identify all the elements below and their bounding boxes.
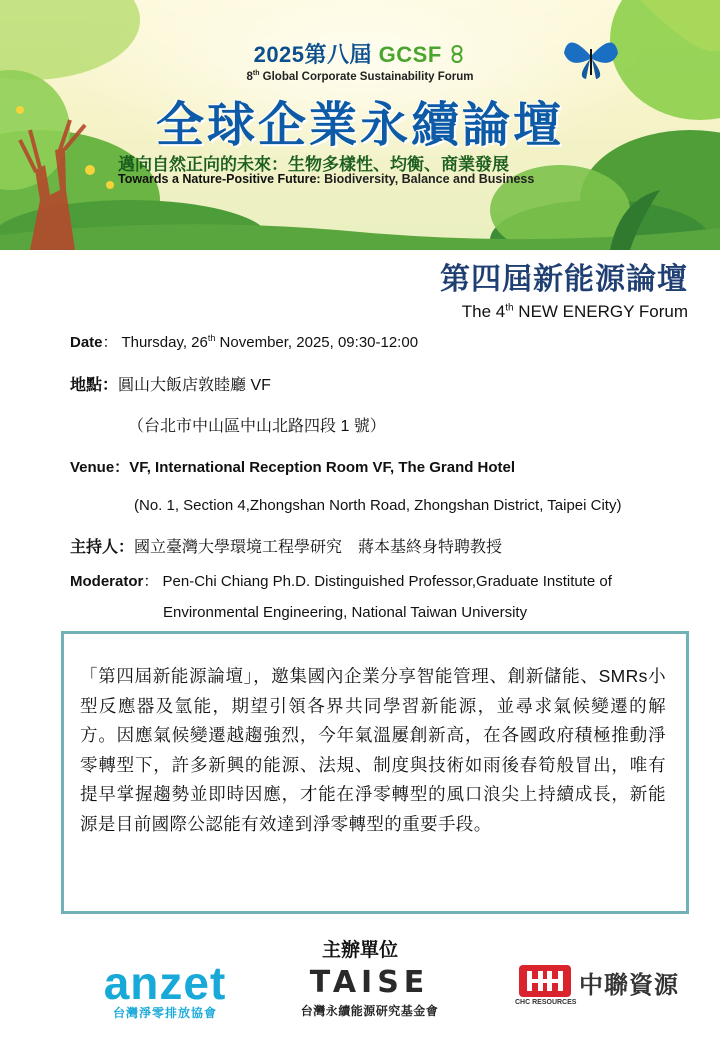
- gcsf-logo-text: GCSF: [378, 42, 442, 67]
- banner-subtitle-en: Towards a Nature-Positive Future: Biodiversity, Balance and Business: [118, 172, 535, 186]
- chc-logo-english: CHC RESOURCES: [515, 999, 577, 1006]
- banner-edition-line: [0, 38, 720, 69]
- anzet-logo-word: anzet: [103, 957, 227, 1009]
- chc-logo: [515, 963, 695, 1013]
- description-box: [61, 631, 689, 914]
- host-line: [70, 534, 502, 557]
- taise-logo: [282, 965, 457, 1020]
- forum-title-zh: 第四屆新能源論壇: [440, 263, 688, 296]
- venue-address: (No. 1, Section 4,Zhongshan North Road, Zhongshan District, Taipei City): [134, 497, 622, 514]
- forum-banner: [0, 0, 720, 250]
- chc-logo-name: 中聯資源: [579, 972, 679, 999]
- banner-title: 全球企業永續論壇: [155, 97, 564, 153]
- venue-line: [70, 456, 515, 477]
- banner-year-edition: 2025第八屆: [253, 42, 373, 67]
- host-value: 國立臺灣大學環境工程學研究 蔣本基終身特聘教授: [134, 539, 503, 556]
- moderator-line: Moderator： Pen-Chi Chiang Ph.D. Distinguished Professor,Graduate Institute of: [70, 573, 612, 590]
- moderator-label: Moderator: [70, 573, 144, 590]
- date-line: Date： Thursday, 26th November, 2025, 09:30-12:00: [70, 333, 419, 351]
- location-address: （台北市中山區中山北路四段 1 號）: [128, 418, 386, 435]
- date-value: Thursday, 26th November, 2025, 09:30-12:00: [121, 333, 419, 351]
- host-label: 主持人：: [70, 539, 135, 556]
- venue-value: VF, International Reception Room VF, The Grand Hotel: [129, 459, 516, 476]
- banner-subtitle-zh: 邁向自然正向的未來：生物多樣性、均衡、商業發展: [118, 155, 509, 174]
- anzet-logo: [90, 957, 240, 1020]
- organizers-heading: 主辦單位: [321, 940, 398, 961]
- date-label: Date: [70, 334, 103, 351]
- location-line: [70, 372, 271, 395]
- gcsf-loop-icon: [448, 44, 466, 64]
- location-label: 地點：: [70, 377, 119, 394]
- taise-logo-subtitle: 台灣永續能源研究基金會: [300, 1004, 439, 1018]
- taise-logo-word: TAISE: [309, 965, 430, 1000]
- banner-english-edition: 8th Global Corporate Sustainability Forum: [246, 70, 474, 83]
- forum-description: 「第四屆新能源論壇」，邀集國內企業分享智能管理、創新儲能、SMRs小型反應器及氫能，期望引領各界共同學習新能源，並尋求氣候變遷的解方。因應氣候變遷越趨強烈，今年氣溫屢創新高，在各國政府積極推動淨零轉型下，許多新興的能源、法規、制度與技術如雨後春筍般冒出，唯有提早掌握趨勢並即時因應，才能在淨零轉型的風口浪尖上持續成長，新能源是目前國際公認能有效達到淨零轉型的重要手段。: [80, 666, 666, 834]
- anzet-logo-subtitle: 台灣淨零排放協會: [112, 1006, 217, 1020]
- moderator-value-continued: Environmental Engineering, National Taiwan University: [163, 604, 528, 621]
- venue-label: Venue：: [70, 459, 130, 476]
- chc-mark-icon: [519, 965, 571, 997]
- moderator-value: Pen-Chi Chiang Ph.D. Distinguished Professor,Graduate Institute of: [162, 573, 612, 590]
- location-value: 圓山大飯店敦睦廳 VF: [118, 377, 271, 394]
- forum-title-en: The 4th NEW ENERGY Forum: [461, 302, 688, 321]
